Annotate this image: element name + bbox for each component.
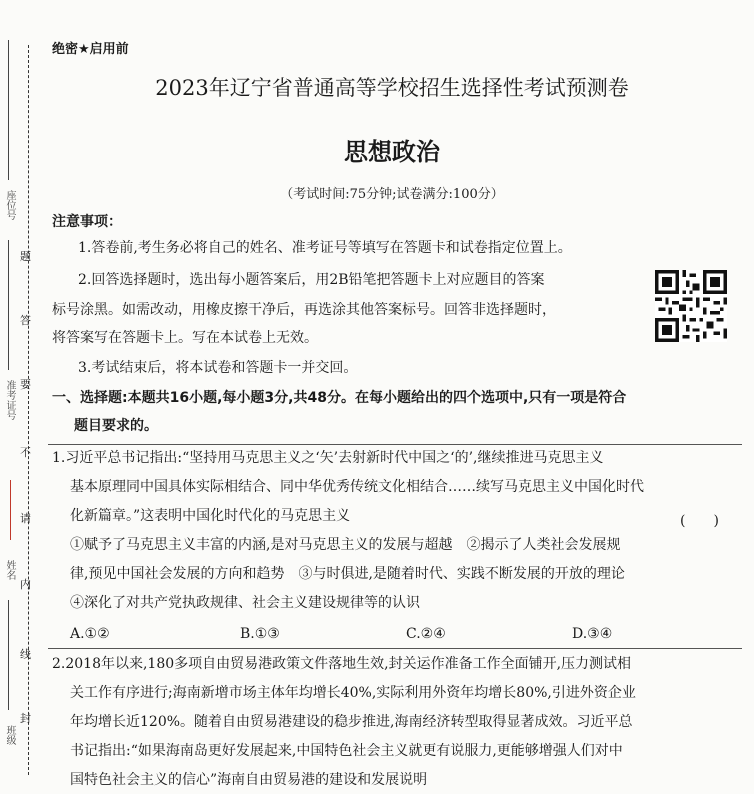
- question-2-stem-cont: 关工作有序进行;海南新增市场主体年均增长40%,实际利用外资年均增长80%,引进外资企业: [70, 685, 636, 701]
- answer-blank[interactable]: ( ): [680, 513, 719, 529]
- binding-margin: [0, 0, 44, 777]
- margin-mark: [10, 480, 11, 540]
- name-blank: [8, 600, 9, 710]
- qr-code[interactable]: [655, 270, 727, 342]
- seat-number-blank: [8, 40, 9, 180]
- question-1-stem: 1.习近平总书记指出:“坚持用马克思主义之‘矢’去射新时代中国之‘的’,继续推进马克思主义: [52, 450, 604, 466]
- notice-heading: 注意事项：: [52, 214, 122, 230]
- class-label: 班级: [4, 725, 15, 745]
- answer-options: [70, 626, 730, 646]
- option-c[interactable]: C.②④: [406, 626, 446, 642]
- seal-char: 要: [20, 378, 31, 391]
- subject-title: 思想政治: [344, 138, 440, 166]
- section-heading: 一、选择题:本题共16小题,每小题3分,共48分。在每小题给出的四个选项中,只有一项是符合 题目要求的。: [52, 390, 627, 434]
- question-2-stem-cont: 年均增长近120%。随着自由贸易港建设的稳步推进,海南经济转型取得显著成效。习近平总: [70, 714, 633, 730]
- exam-title: 2023年辽宁省普通高等学校招生选择性考试预测卷: [155, 76, 629, 100]
- notice-item-3: 3.考试结束后，将本试卷和答题卡一并交回。: [78, 360, 358, 376]
- option-b[interactable]: B.①③: [240, 626, 280, 642]
- option-a[interactable]: A.①②: [70, 626, 110, 642]
- seal-char: 线: [20, 648, 31, 661]
- divider: [48, 648, 742, 649]
- seal-char: 内: [20, 578, 31, 591]
- option-d[interactable]: D.③④: [572, 626, 613, 642]
- question-2-stem-cont: 国特色社会主义的信心”海南自由贸易港的建设和发展说明: [70, 772, 428, 788]
- name-label: 姓名: [4, 560, 15, 580]
- seal-char: 封: [20, 712, 31, 725]
- seal-char: 请: [20, 512, 31, 525]
- notice-item-2-cont: 标号涂黑。如需改动，用橡皮擦干净后，再选涂其他答案标号。回答非选择题时，: [52, 302, 556, 318]
- question-1-stem-cont: 基本原理同中国具体实际相结合、同中华优秀传统文化相结合……续写马克思主义中国化时代: [70, 479, 644, 495]
- confidential-label: 绝密★启用前: [52, 42, 129, 57]
- exam-number-label: 准考证号: [4, 380, 15, 420]
- seal-line: [28, 45, 29, 775]
- notice-item-2-cont: 将答案写在答题卡上。写在本试卷上无效。: [52, 330, 318, 346]
- seal-char: 题: [20, 250, 31, 263]
- statement-line: 律,预见中国社会发展的方向和趋势 ③与时俱进,是随着时代、实践不断发展的开放的理论: [70, 566, 625, 582]
- seal-char: 答: [20, 314, 31, 327]
- exam-number-blank: [8, 240, 9, 370]
- seal-char: 不: [20, 446, 31, 459]
- statement-line: ④深化了对共产党执政规律、社会主义建设规律等的认识: [70, 595, 420, 611]
- notice-item-2: 2.回答选择题时，选出每小题答案后，用2B铅笔把答题卡上对应题目的答案: [78, 272, 545, 288]
- question-2-stem-cont: 书记指出:“如果海南岛更好发展起来,中国特色社会主义就更有说服力,更能够增强人们对中: [70, 743, 623, 759]
- notice-item-1: 1.答卷前,考生务必将自己的姓名、准考证号等填写在答题卡和试卷指定位置上。: [78, 240, 572, 256]
- question-1-stem-cont: 化新篇章。”这表明中国化时代化的马克思主义: [70, 508, 351, 524]
- statement-line: ①赋予了马克思主义丰富的内涵,是对马克思主义的发展与超越 ②揭示了人类社会发展规: [70, 537, 621, 553]
- seat-number-label: 座位号: [4, 190, 15, 220]
- question-2-stem: 2.2018年以来,180多项自由贸易港政策文件落地生效,封关运作准备工作全面铺开,压力测试相: [52, 656, 632, 672]
- exam-time-info: （考试时间:75分钟;试卷满分:100分）: [280, 187, 504, 202]
